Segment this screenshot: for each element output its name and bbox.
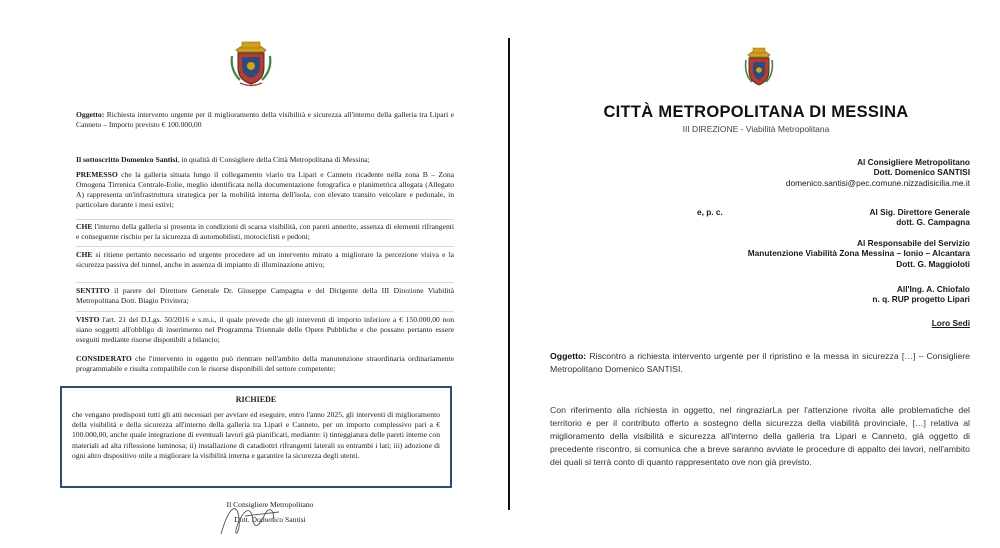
- intro-text: , in qualità di Consigliere della Città Metropolitana di Messina;: [177, 155, 370, 164]
- oggetto-label: Oggetto:: [76, 110, 105, 119]
- paragraph-text: l'interno della galleria si presenta in condizioni di scarsa visibilità, con pareti annerite, assenza di elementi rifrangenti e conseguente rischio per la sicurezza di automobilisti, motociclisti e pedoni;: [76, 222, 454, 242]
- signature-name: Dott. Domenico Santisi: [234, 515, 306, 524]
- coat-of-arms-icon: [228, 36, 274, 88]
- che-paragraph-2: [76, 250, 454, 270]
- recipient-line: Al Responsabile del Servizio: [857, 238, 970, 248]
- recipient-line: Manutenzione Viabilità Zona Messina – Ionio – Alcantara: [747, 248, 970, 259]
- recipient-line: Al Sig. Direttore Generale: [869, 207, 970, 217]
- oggetto-text: Riscontro a richiesta intervento urgente per il ripristino e la messa in sicurezza […] – Consigliere Metropolitano Domenico SANTISI.: [550, 351, 970, 374]
- richiede-text: che vengano predisposti tutti gli atti necessari per avviare ed eseguire, entro l'anno 2025, gli interventi di miglioramento della visibilità e della sicurezza all'interno della galleria tra Lipari e Canneto, per un importo complessivo pari a € 100.000,00, anche quale integrazione di eventuali lavori già pianificati, mediante: i) tinteggiatura delle pareti interne con materiali ad alta riflessione luminosa; ii) installazione di catadiottri rifrangenti laterali su entrambi i lati; iii) adozione di ogni altro dispositivo utile a migliorare la visibilità interna e garantire la sicurezza degli utenti.: [72, 410, 440, 460]
- paragraph-key: PREMESSO: [76, 170, 118, 179]
- visto-paragraph: [76, 315, 454, 345]
- oggetto-text: Richiesta intervento urgente per il miglioramento della visibilità e sicurezza all'interno della galleria tra Lipari e Canneto – Importo previsto € 100.000,00: [76, 110, 455, 130]
- recipient-block-1: [786, 157, 970, 188]
- che-paragraph-1: [76, 222, 454, 242]
- richiede-box: [60, 386, 452, 488]
- richiede-title: RICHIEDE: [235, 395, 277, 404]
- oggetto-paragraph: [76, 110, 454, 130]
- loro-sedi: Loro Sedi: [931, 318, 970, 328]
- recipient-email: domenico.santisi@pec.comune.nizzadisicilia.me.it: [785, 177, 970, 188]
- paragraph-key: SENTITO: [76, 286, 110, 295]
- recipient-line: dott. G. Campagna: [896, 217, 970, 228]
- considerato-paragraph: [76, 354, 454, 374]
- oggetto-paragraph: [550, 350, 970, 376]
- coat-of-arms-icon: [744, 44, 774, 88]
- department-subtitle: III DIREZIONE - Viabilità Metropolitana: [682, 124, 830, 134]
- premesso-paragraph: [76, 170, 454, 210]
- paragraph-text: si ritiene pertanto necessario ed urgente procedere ad un intervento mirato a migliorare la percezione visiva e la sicurezza passiva del tunnel, anche in assenza di impianto di illuminazione attivo;: [76, 250, 454, 270]
- signature-title: Il Consigliere Metropolitano: [226, 500, 314, 509]
- intro-paragraph: [76, 155, 454, 165]
- paragraph-text: l'art. 21 del D.Lgs. 50/2016 e s.m.i., il quale prevede che gli interventi di importo inferiore a € 150.000,00 non siano soggetti all'obbligo di inserimento nel Programma Triennale delle Opere Pubbliche e che possano pertanto essere eseguiti mediante risorse disponibili a bilancio;: [76, 315, 454, 345]
- recipient-line: All'Ing. A. Chiofalo: [896, 284, 970, 294]
- paragraph-key: CHE: [76, 222, 93, 231]
- divider-line: [76, 219, 454, 220]
- recipient-line: Dott. Domenico SANTISI: [873, 167, 970, 178]
- paragraph-text: che la galleria situata lungo il collegamento viario tra Lipari e Canneto ricadente nella zona B – Zona Omogena Tirrenica Centrale-Eolie, meglio identificata nella documentazione fotografica e planimetrica allegata (Allegato A) rappresenta un'infrastruttura strategica per la mobilità interna dell'isola, con elevato transito veicolare e pedonale, in particolare durante i mesi estivi;: [76, 170, 454, 210]
- intro-bold: Il sottoscritto Domenico Santisi: [76, 155, 178, 164]
- paragraph-key: VISTO: [76, 315, 100, 324]
- epc-label: e, p. c.: [697, 207, 723, 217]
- body-paragraph: Con riferimento alla richiesta in oggetto, nel ringraziarLa per l'attenzione rivolta alle problematiche del territorio e per il contributo offerto a sostegno della sicurezza della viabilità provinciale, […] relativa al miglioramento della visibilità e sicurezza all'interno della galleria tra Lipari e Canneto, già oggetto di precedente riscontro, si comunica che a breve saranno avviate le procedure di appalto dei lavori, nell'ambito dei quali si terrà conto di quanto rappresentato ove non già previsto.: [550, 405, 970, 467]
- recipient-line: n. q. RUP progetto Lipari: [872, 294, 970, 305]
- divider-line: [76, 311, 454, 312]
- paragraph-key: CHE: [76, 250, 93, 259]
- paragraph-text: il parere del Direttore Generale Dr. Giuseppe Campagna e del Dirigente della III Direzione Viabilità Metropolitana Dott. Biagio Privitera;: [76, 286, 454, 306]
- oggetto-label: Oggetto:: [550, 351, 587, 361]
- right-document: [512, 0, 1000, 548]
- divider-line: [76, 282, 454, 283]
- sentito-paragraph: [76, 286, 454, 306]
- paragraph-text: che l'intervento in oggetto può rientrare nell'ambito della manutenzione straordinaria ordinariamente programmabile e risulta compatibile con le risorse disponibili del settore competente;: [76, 354, 454, 374]
- recipient-line: Al Consigliere Metropolitano: [857, 157, 970, 167]
- page-divider: [508, 38, 510, 510]
- divider-line: [76, 246, 454, 247]
- paragraph-key: CONSIDERATO: [76, 354, 132, 363]
- recipient-block-3: [748, 238, 970, 269]
- recipient-block-2: [869, 207, 970, 228]
- recipient-block-4: [872, 284, 970, 305]
- organization-title: CITTÀ METROPOLITANA DI MESSINA: [603, 103, 909, 121]
- recipient-line: Dott. G. Maggioloti: [896, 258, 970, 269]
- handwritten-signature-icon: [215, 496, 285, 542]
